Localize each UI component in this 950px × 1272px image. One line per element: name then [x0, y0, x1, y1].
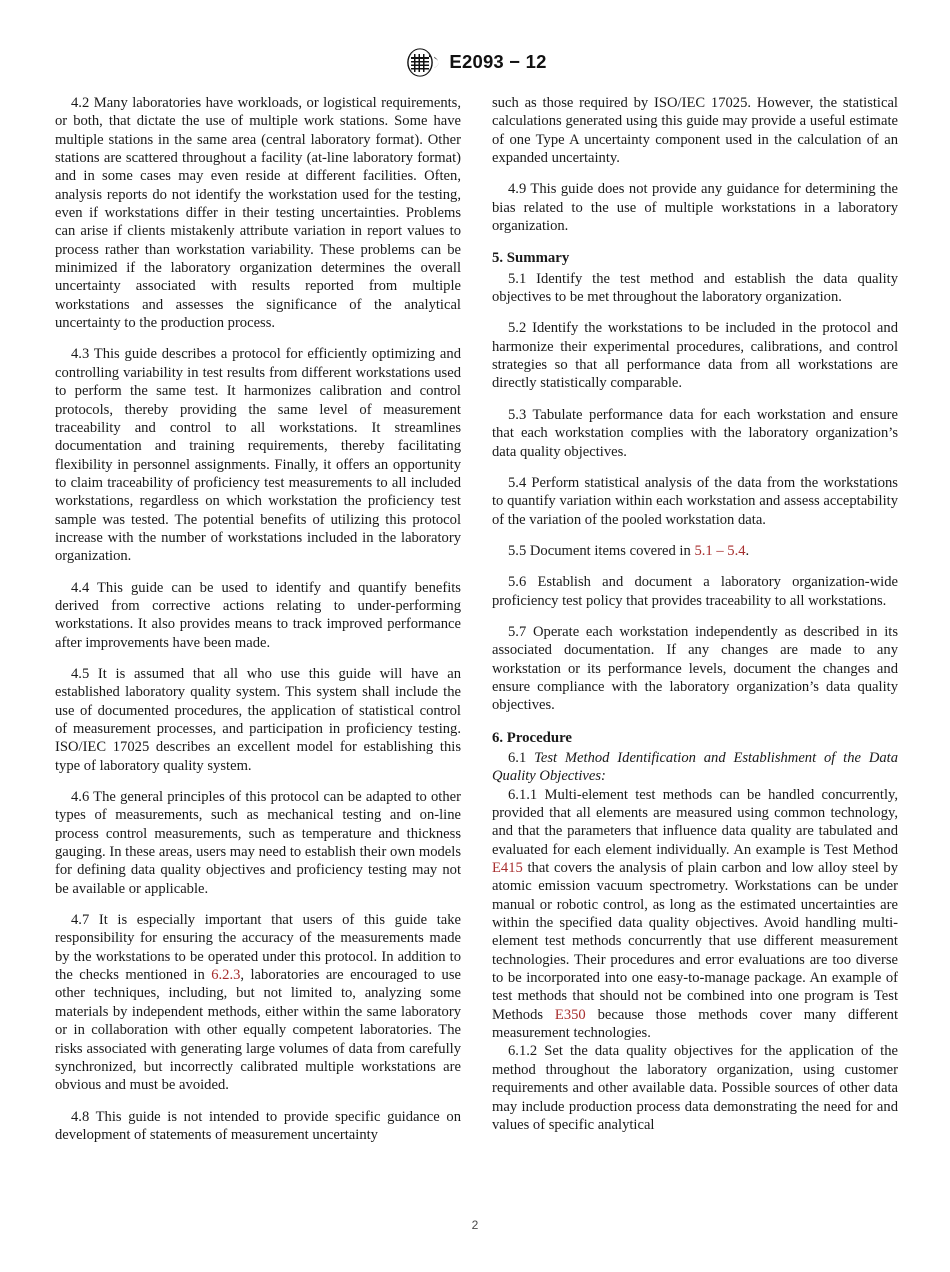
paragraph-4-3: 4.3 This guide describes a protocol for efficiently optimizing and controlling variability in test results from different workstations used to perform the same test. It harmonizes calibration and control protocols, thereby providing the same level of measurement traceability and control to all workstations. It streamlines documentation and training requirements, thereby facilitating flexibility in personnel assignments. Finally, it offers an opportunity to claim traceability of proficiency test measurements to all included workstations, regardless on which workstation the proficiency test sample was tested. The potential benefits of utilizing this protocol increase with the number of workstations included in the laboratory organization. [55, 346, 461, 565]
paragraph-6-1 [492, 749, 898, 786]
left-column [55, 94, 461, 1144]
paragraph-6-1-title: Test Method Identification and Establishment of the Data Quality Objectives: [492, 749, 899, 785]
paragraph-5-2: 5.2 Identify the workstations to be included in the protocol and harmonize their experimental procedures, calibrations, and control strategies so that all performance data from all workstations are directly statistically comparable. [492, 320, 898, 392]
paragraph-4-7-text-after: , laboratories are encouraged to use other techniques, including, but not limited to, analyzing some materials by independent methods, either within the same laboratory or in collaboration with other equally competent laboratories. The risks associated with generating large volumes of data from carefully synchronized, but incorrectly calibrated multiple workstations are obvious and must be avoided. [55, 967, 461, 1094]
xref-range-dash: – [712, 542, 728, 559]
paragraph-4-2: 4.2 Many laboratories have workloads, or logistical requirements, or both, that dictate the use of multiple work stations. Some have multiple stations in the same area (central laboratory format). Other stations are scattered throughout a facility (at-line laboratory format) and in some cases may even reside at different facilities. Often, analysis reports do not identify the workstation used for the testing, even if workstations differ in their testing uncertainties. Problems can arise if clients mistakenly attribute variation in report values to process rather than workstation variability. These problems can be minimized if the laboratory organization determines the overall uncertainty associated with results reported from multiple workstations and assesses the significance of the analytical uncertainty to the production process. [55, 95, 461, 332]
paragraph-5-3: 5.3 Tabulate performance data for each workstation and ensure that each workstation complies with the laboratory organization’s data quality objectives. [492, 406, 898, 460]
paragraph-4-6: 4.6 The general principles of this protocol can be adapted to other types of measurements, such as mechanical testing and on-line process control measurements, such as temperature and thickness gauging. In these areas, users may need to establish their own models for defining data quality objectives and proficiency testing may not be available or applicable. [55, 789, 461, 897]
paragraph-6-1-2: 6.1.2 Set the data quality objectives for the application of the method throughout the laboratory organization, using customer requirements and other available data. Possible sources of other data may include production process data demonstrating the need for and values of specific analytical [492, 1043, 898, 1133]
paragraph-5-5-text-before: 5.5 Document items covered in [508, 542, 695, 559]
paragraph-5-6: 5.6 Establish and document a laboratory organization-wide proficiency test policy that provides traceability to all workstations. [492, 574, 898, 609]
paragraph-6-1-1-text-before: 6.1.1 Multi-element test methods can be handled concurrently, provided that all elements are measured using common technology, and that the parameters that influence data quality are tabulated and evaluated for each element individually. An example is Test Method [492, 786, 898, 858]
xref-e415[interactable]: E415 [492, 860, 523, 877]
paragraph-4-5: 4.5 It is assumed that all who use this guide will have an established laboratory quality system. This system shall include the use of documented procedures, the application of statistical control of measurement processes, and participation in proficiency testing. ISO/IEC 17025 describes an excellent model for establishing this type of laboratory quality system. [55, 665, 461, 774]
page-header [0, 44, 950, 80]
paragraph-5-7: 5.7 Operate each workstation independently as described in its associated documentation. If any changes are made to any workstation or its performance levels, document the changes and ensure compliance with the laboratory organization’s data quality objectives. [492, 623, 898, 714]
heading-6-procedure: 6. Procedure [492, 729, 572, 746]
page-number: 2 [471, 1218, 479, 1232]
document-body [55, 94, 898, 1194]
xref-5-1[interactable]: 5.1 [694, 542, 713, 559]
right-column [492, 94, 898, 1134]
paragraph-5-1: 5.1 Identify the test method and establish the data quality objectives to be met throughout the laboratory organization. [492, 270, 898, 306]
paragraph-4-9: 4.9 This guide does not provide any guidance for determining the bias related to the use of multiple workstations in a laboratory organization. [492, 181, 898, 235]
paragraph-6-1-1-text-after: because those methods cover many different measurement technologies. [492, 1006, 898, 1042]
paragraph-4-7-text-before: 4.7 It is especially important that users of this guide take responsibility for ensuring the accuracy of the measurements made by the workstations to be operated under this protocol. In addition to the checks mentioned in [55, 912, 461, 984]
paragraph-4-8: 4.8 This guide is not intended to provide specific guidance on development of statements of measurement uncertainty [55, 1108, 461, 1143]
xref-5-4[interactable]: 5.4 [727, 542, 746, 559]
paragraph-6-1-1 [492, 786, 898, 1043]
paragraph-5-5 [492, 542, 898, 560]
astm-logo-icon [403, 47, 440, 78]
xref-6-2-3[interactable]: 6.2.3 [211, 967, 241, 984]
xref-e350[interactable]: E350 [554, 1006, 586, 1023]
paragraph-4-4: 4.4 This guide can be used to identify and quantify benefits derived from corrective actions relating to under-performing workstations. It also provides means to track improved performance after improvements have been made. [55, 579, 461, 651]
paragraph-6-1-number: 6.1 [508, 749, 535, 766]
paragraph-5-5-text-after: . [745, 542, 750, 559]
paragraph-6-1-1-text-middle: that covers the analysis of plain carbon and low alloy steel by atomic emission vacuum spectrometry. Workstations can be under manual or robotic control, as long as the estimated uncertainties are within the specified data quality objectives. Avoid handling multi-element test methods concurrently that use different measurement technologies. Their procedures and error evaluations are too diverse to be incorporated into one easy-to-manage package. An example of test methods that should not be combined into one program is Test Methods [492, 860, 898, 1023]
heading-5-summary: 5. Summary [492, 250, 570, 267]
paragraph-4-8-continuation: such as those required by ISO/IEC 17025. However, the statistical calculations generated using this guide may provide a useful estimate of one Type A uncertainty component used in the calculation of an expanded uncertainty. [492, 95, 898, 167]
paragraph-4-7 [55, 911, 461, 1094]
standard-designation: E2093 − 12 [449, 51, 547, 72]
paragraph-5-4: 5.4 Perform statistical analysis of the data from the workstations to quantify variation within each workstation and assess acceptability of the variation of the pooled workstation data. [492, 474, 898, 528]
